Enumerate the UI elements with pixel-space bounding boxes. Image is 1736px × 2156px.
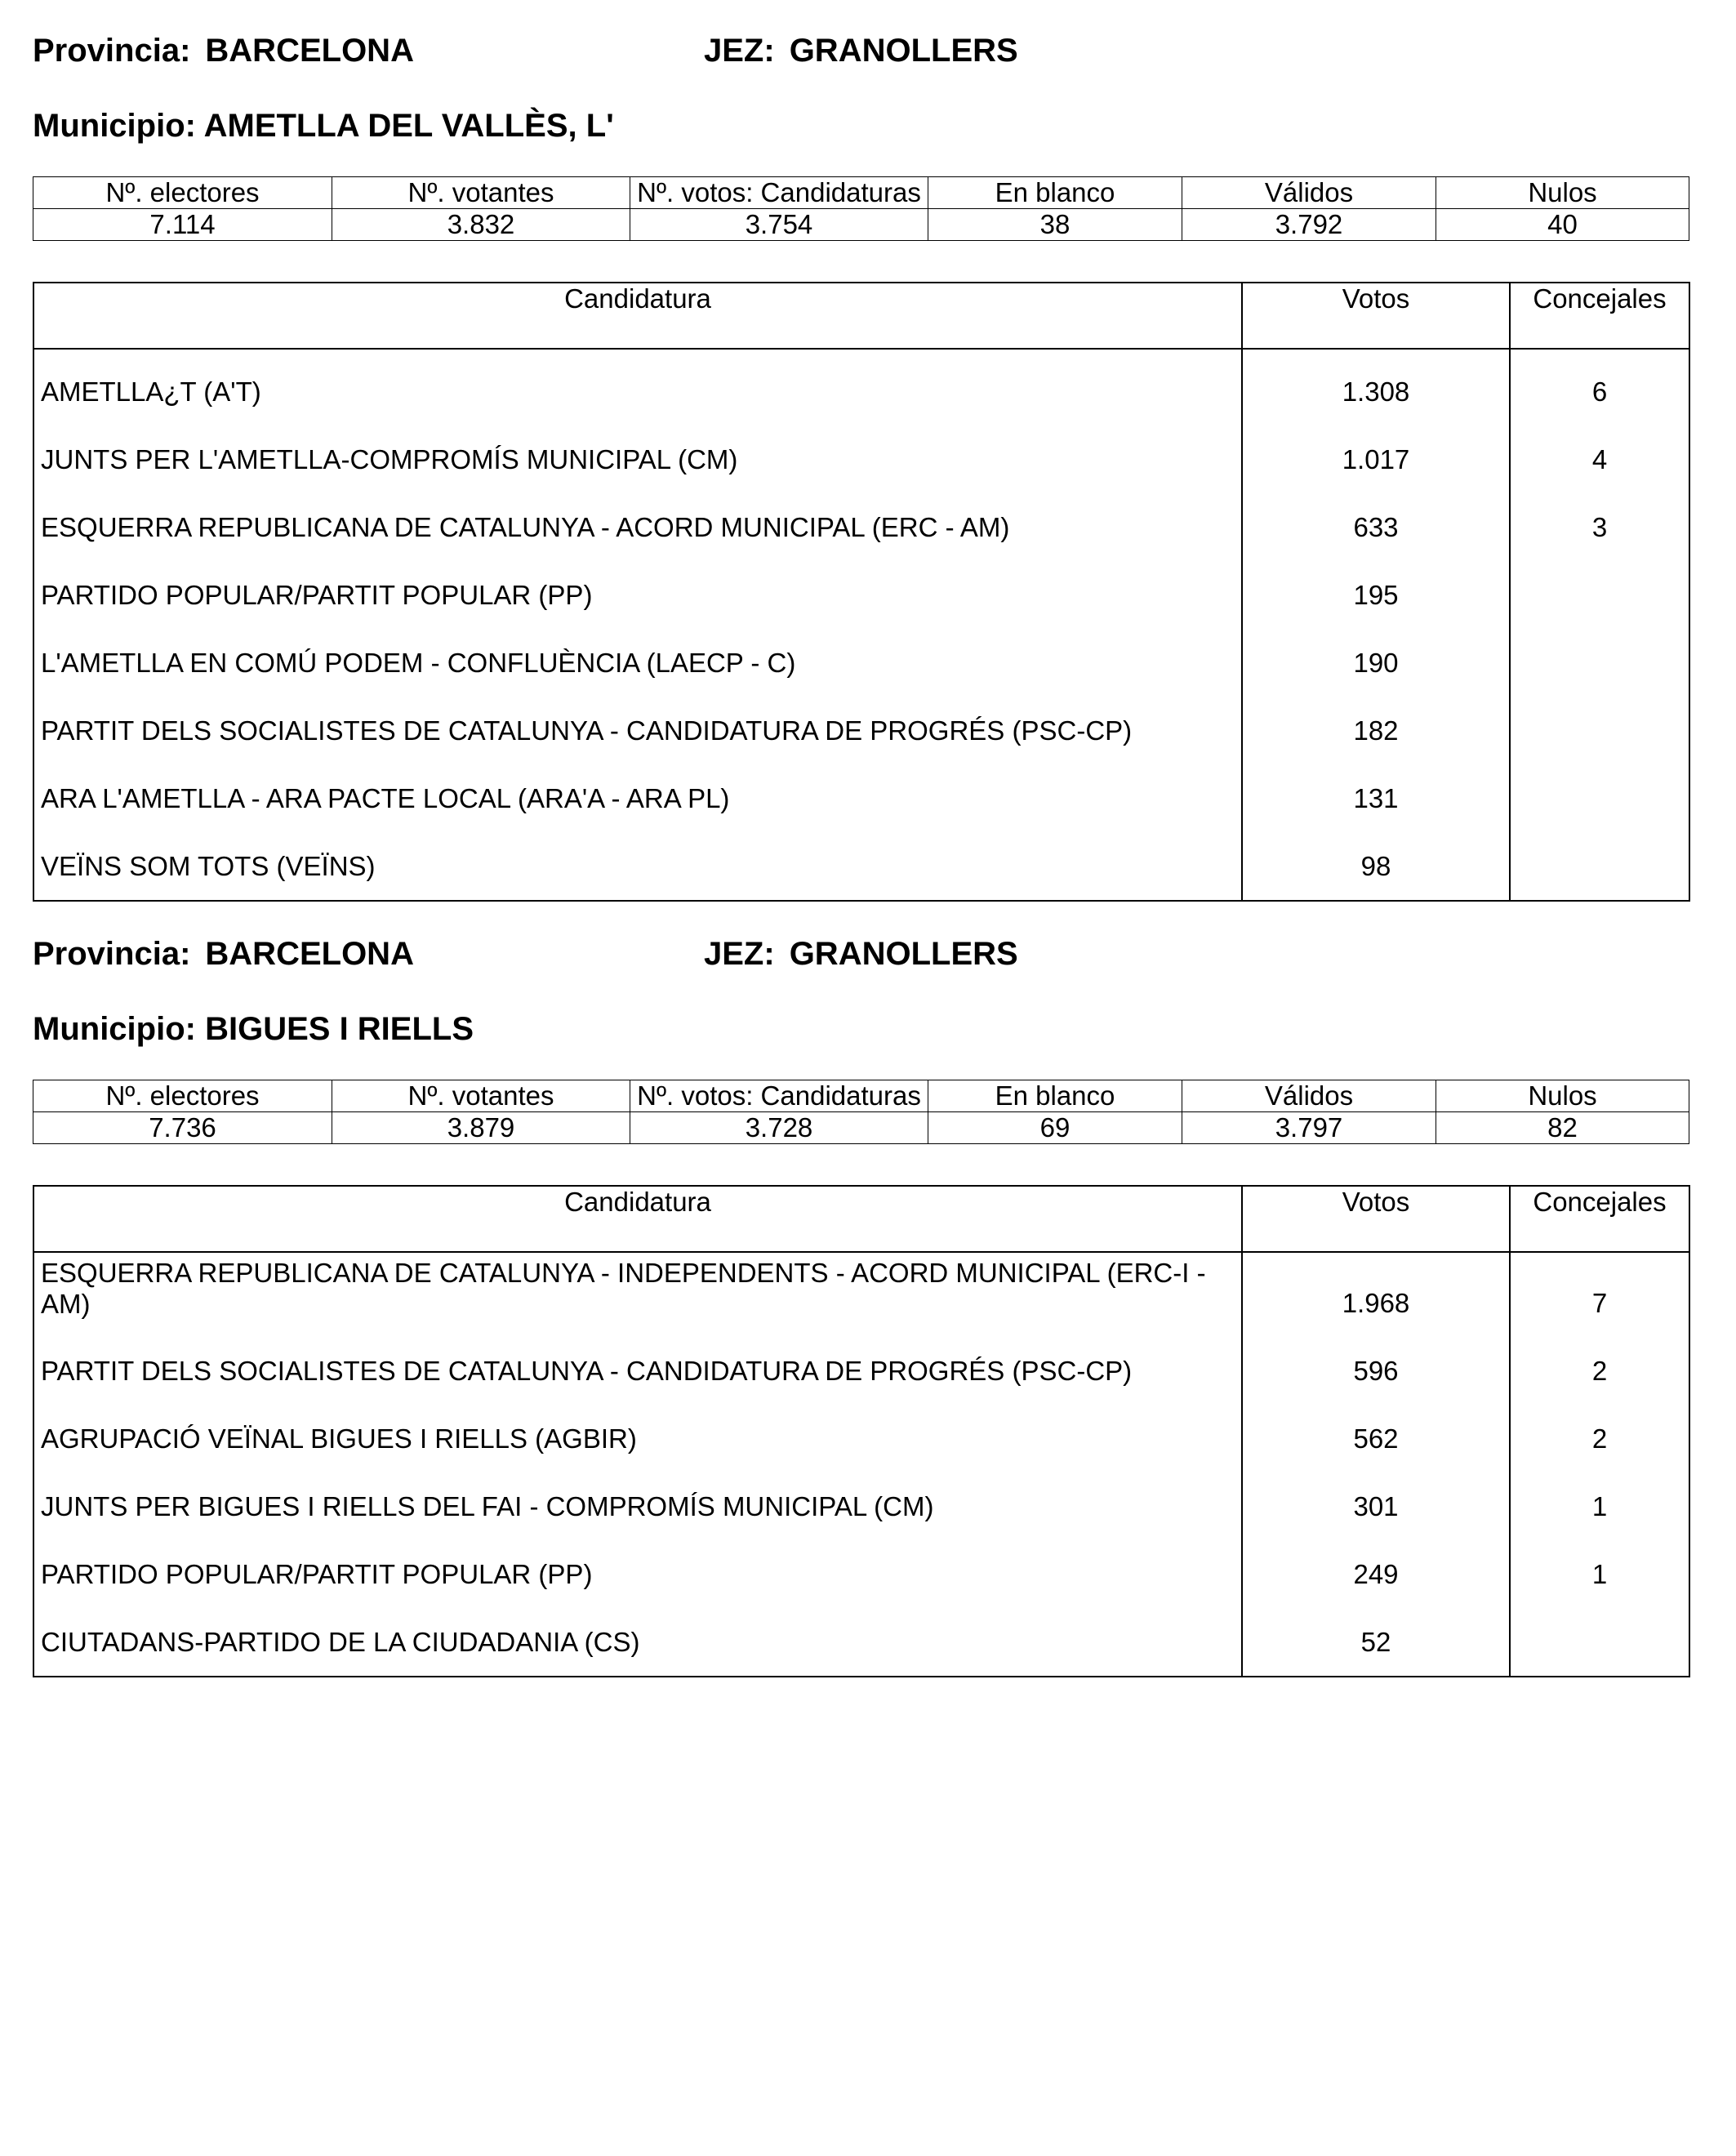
concejales-value: 1 bbox=[1591, 1490, 1608, 1521]
results-header-row bbox=[33, 283, 1689, 349]
votos-value: 1.308 bbox=[1242, 349, 1510, 425]
table-row bbox=[33, 425, 1689, 493]
value-electores: 7.736 bbox=[33, 1112, 332, 1144]
value-validos: 3.797 bbox=[1182, 1112, 1436, 1144]
table-row bbox=[33, 561, 1689, 629]
votos-value: 98 bbox=[1242, 832, 1510, 901]
concejales-value: 1 bbox=[1591, 1558, 1608, 1589]
candidatura-name: AMETLLA¿T (A'T) bbox=[33, 349, 1242, 425]
header-nulos: Nulos bbox=[1436, 177, 1689, 209]
value-en-blanco: 69 bbox=[928, 1112, 1182, 1144]
header-votos: Votos bbox=[1242, 283, 1510, 349]
table-row bbox=[33, 1608, 1689, 1677]
table-row bbox=[33, 349, 1689, 425]
header-validos: Válidos bbox=[1182, 177, 1436, 209]
concejales-value bbox=[1510, 1608, 1689, 1677]
jez-header bbox=[704, 31, 1018, 70]
value-votos-candidaturas: 3.754 bbox=[630, 209, 928, 241]
header-votos-candidaturas: Nº. votos: Candidaturas bbox=[630, 1080, 928, 1112]
header-en-blanco: En blanco bbox=[928, 1080, 1182, 1112]
provincia-value: BARCELONA bbox=[205, 33, 414, 69]
municipio-label: Municipio: bbox=[33, 108, 196, 144]
municipio-value: AMETLLA DEL VALLÈS, L' bbox=[203, 108, 614, 144]
candidatura-name: PARTIDO POPULAR/PARTIT POPULAR (PP) bbox=[33, 561, 1242, 629]
provincia-value: BARCELONA bbox=[205, 936, 414, 972]
value-electores: 7.114 bbox=[33, 209, 332, 241]
concejales-value bbox=[1510, 832, 1689, 901]
jez-label: JEZ: bbox=[704, 33, 775, 69]
votos-value: 131 bbox=[1242, 764, 1510, 832]
summary-table bbox=[33, 1080, 1689, 1144]
votos-value: 301 bbox=[1242, 1472, 1510, 1540]
municipio-value: BIGUES I RIELLS bbox=[205, 1011, 474, 1047]
header-concejales: Concejales bbox=[1510, 283, 1689, 349]
header-electores: Nº. electores bbox=[33, 1080, 332, 1112]
table-row bbox=[33, 1252, 1689, 1337]
provincia-header bbox=[33, 934, 414, 973]
candidatura-name: PARTIT DELS SOCIALISTES DE CATALUNYA - CANDIDATURA DE PROGRÉS (PSC-CP) bbox=[33, 1337, 1242, 1405]
header-votos-candidaturas: Nº. votos: Candidaturas bbox=[630, 177, 928, 209]
header-concejales: Concejales bbox=[1510, 1186, 1689, 1252]
provincia-header bbox=[33, 31, 414, 70]
table-row bbox=[33, 832, 1689, 901]
concejales-value: 4 bbox=[1591, 443, 1608, 474]
concejales-value: 7 bbox=[1591, 1287, 1608, 1318]
header-votantes: Nº. votantes bbox=[332, 177, 630, 209]
candidatura-name: ARA L'AMETLLA - ARA PACTE LOCAL (ARA'A - ARA PL) bbox=[33, 764, 1242, 832]
municipio-label: Municipio: bbox=[33, 1011, 196, 1047]
votos-value: 562 bbox=[1242, 1405, 1510, 1472]
jez-value: GRANOLLERS bbox=[789, 936, 1018, 972]
header-electores: Nº. electores bbox=[33, 177, 332, 209]
summary-value-row bbox=[33, 1112, 1689, 1144]
header-nulos: Nulos bbox=[1436, 1080, 1689, 1112]
concejales-value: 2 bbox=[1591, 1423, 1608, 1454]
table-row bbox=[33, 697, 1689, 764]
header-validos: Válidos bbox=[1182, 1080, 1436, 1112]
summary-header-row bbox=[33, 1080, 1689, 1112]
votos-value: 596 bbox=[1242, 1337, 1510, 1405]
header-votos: Votos bbox=[1242, 1186, 1510, 1252]
concejales-value bbox=[1510, 764, 1689, 832]
concejales-value bbox=[1510, 629, 1689, 697]
candidatura-name: JUNTS PER L'AMETLLA-COMPROMÍS MUNICIPAL (CM) bbox=[33, 425, 1242, 493]
value-nulos: 82 bbox=[1436, 1112, 1689, 1144]
summary-header-row bbox=[33, 177, 1689, 209]
table-row bbox=[33, 764, 1689, 832]
jez-label: JEZ: bbox=[704, 936, 775, 972]
candidatura-name: VEÏNS SOM TOTS (VEÏNS) bbox=[33, 832, 1242, 901]
votos-value: 52 bbox=[1242, 1608, 1510, 1677]
summary-value-row bbox=[33, 209, 1689, 241]
candidatura-name: ESQUERRA REPUBLICANA DE CATALUNYA - INDEPENDENTS - ACORD MUNICIPAL (ERC-I - AM) bbox=[33, 1252, 1242, 1337]
concejales-value bbox=[1510, 561, 1689, 629]
municipio-header bbox=[33, 106, 614, 145]
votos-value: 1.968 bbox=[1242, 1252, 1510, 1337]
value-votos-candidaturas: 3.728 bbox=[630, 1112, 928, 1144]
value-validos: 3.792 bbox=[1182, 209, 1436, 241]
concejales-value: 3 bbox=[1591, 511, 1608, 542]
header-candidatura: Candidatura bbox=[33, 283, 1242, 349]
results-table bbox=[33, 1185, 1690, 1677]
header-candidatura: Candidatura bbox=[33, 1186, 1242, 1252]
value-votantes: 3.832 bbox=[332, 209, 630, 241]
header-votantes: Nº. votantes bbox=[332, 1080, 630, 1112]
candidatura-name: PARTIDO POPULAR/PARTIT POPULAR (PP) bbox=[33, 1540, 1242, 1608]
table-row bbox=[33, 1472, 1689, 1540]
table-row bbox=[33, 1540, 1689, 1608]
municipio-header bbox=[33, 1009, 474, 1049]
table-row bbox=[33, 629, 1689, 697]
value-en-blanco: 38 bbox=[928, 209, 1182, 241]
value-nulos: 40 bbox=[1436, 209, 1689, 241]
provincia-label: Provincia: bbox=[33, 936, 191, 972]
votos-value: 633 bbox=[1242, 493, 1510, 561]
candidatura-name: CIUTADANS-PARTIDO DE LA CIUDADANIA (CS) bbox=[33, 1608, 1242, 1677]
candidatura-name: PARTIT DELS SOCIALISTES DE CATALUNYA - CANDIDATURA DE PROGRÉS (PSC-CP) bbox=[33, 697, 1242, 764]
candidatura-name: L'AMETLLA EN COMÚ PODEM - CONFLUÈNCIA (LAECP - C) bbox=[33, 629, 1242, 697]
results-table bbox=[33, 282, 1690, 902]
candidatura-name: ESQUERRA REPUBLICANA DE CATALUNYA - ACORD MUNICIPAL (ERC - AM) bbox=[33, 493, 1242, 561]
table-row bbox=[33, 1405, 1689, 1472]
votos-value: 1.017 bbox=[1242, 425, 1510, 493]
votos-value: 182 bbox=[1242, 697, 1510, 764]
candidatura-name: JUNTS PER BIGUES I RIELLS DEL FAI - COMPROMÍS MUNICIPAL (CM) bbox=[33, 1472, 1242, 1540]
concejales-value: 6 bbox=[1591, 376, 1608, 407]
table-row bbox=[33, 493, 1689, 561]
votos-value: 195 bbox=[1242, 561, 1510, 629]
jez-value: GRANOLLERS bbox=[789, 33, 1018, 69]
header-en-blanco: En blanco bbox=[928, 177, 1182, 209]
value-votantes: 3.879 bbox=[332, 1112, 630, 1144]
votos-value: 249 bbox=[1242, 1540, 1510, 1608]
votos-value: 190 bbox=[1242, 629, 1510, 697]
jez-header bbox=[704, 934, 1018, 973]
provincia-label: Provincia: bbox=[33, 33, 191, 69]
summary-table bbox=[33, 176, 1689, 241]
concejales-value bbox=[1510, 697, 1689, 764]
table-row bbox=[33, 1337, 1689, 1405]
candidatura-name: AGRUPACIÓ VEÏNAL BIGUES I RIELLS (AGBIR) bbox=[33, 1405, 1242, 1472]
concejales-value: 2 bbox=[1591, 1355, 1608, 1386]
results-header-row bbox=[33, 1186, 1689, 1252]
